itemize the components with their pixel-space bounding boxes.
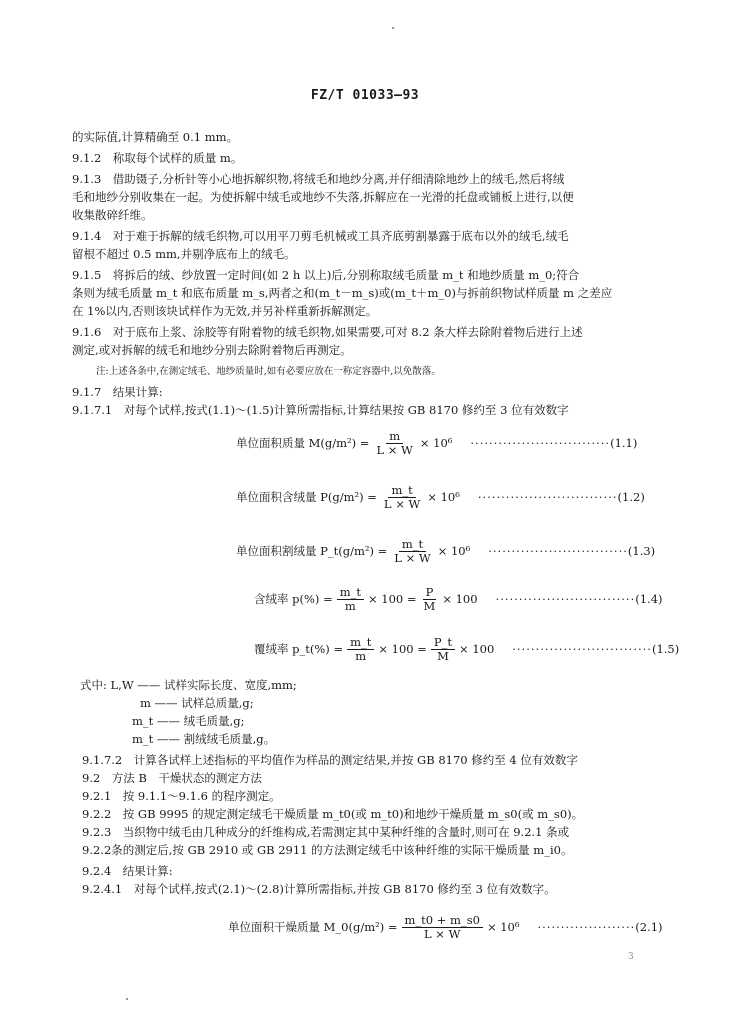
denominator: m	[344, 598, 356, 613]
clause-9-1-5: 9.1.5 将拆后的绒、纱放置一定时间(如 2 h 以上)后,分别称取绒毛质量 m_t 和地纱质量 m_0;符合	[72, 268, 580, 282]
text-line: 在 1%以内,否则该块试样作为无效,并另补样重新拆解测定。	[72, 304, 378, 318]
equation-tail: × 10⁶	[486, 919, 520, 934]
equation-ref: (1.5)	[651, 641, 680, 656]
equation-ref: (1.1)	[610, 435, 638, 450]
scan-speck	[392, 27, 394, 29]
denominator: L × W	[376, 442, 413, 457]
note-text: 注:上述各条中,在测定绒毛、地纱质量时,如有必要应放在一称定容器中,以免散落。	[96, 366, 441, 377]
equation-tail: × 10⁶	[427, 489, 460, 504]
equation-ref: (2.1)	[635, 919, 663, 934]
equation-tail: × 100 =	[378, 641, 427, 656]
equation-ref: (1.4)	[635, 591, 663, 606]
symbol-definition: m —— 试样总质量,g;	[140, 696, 254, 710]
equation-1-4	[254, 586, 663, 612]
fraction	[391, 538, 433, 564]
text-line: 毛和地纱分别收集在一起。为使拆解中绒毛或地纱不失落,拆解应在一光滑的托盘或铺板上进行,以便	[72, 190, 574, 204]
numerator: P	[423, 586, 437, 600]
fraction	[381, 484, 423, 510]
clause-9-2-3: 9.2.3 当织物中绒毛由几种成分的纤维构成,若需测定其中某种纤维的含量时,则可在 9.2.1 条或	[82, 825, 570, 839]
clause-9-2-4: 9.2.4 结果计算:	[82, 864, 173, 878]
fraction	[431, 636, 455, 662]
denominator: M	[423, 598, 436, 613]
page-header: FZ/T 01033—93	[310, 88, 420, 103]
equation-1-1	[236, 430, 637, 456]
text-line: 留根不超过 0.5 mm,并剔净底布上的绒毛。	[72, 247, 296, 261]
equation-ref: (1.2)	[617, 489, 645, 504]
clause-9-2-2: 9.2.2 按 GB 9995 的规定测定绒毛干燥质量 m_t0(或 m_t0)和地纱干燥质量 m_s0(或 m_s0)。	[82, 807, 584, 821]
clause-9-2: 9.2 方法 B 干燥状态的测定方法	[82, 771, 262, 785]
fraction	[421, 586, 439, 612]
equation-label: 单位面积质量 M(g/m²) =	[236, 435, 370, 450]
numerator: m_t	[399, 538, 426, 552]
fraction	[402, 914, 483, 940]
equation-label: 单位面积干燥质量 M_0(g/m²) =	[228, 919, 398, 934]
text-line: 测定,或对拆解的绒毛和地纱分别去除附着物后再测定。	[72, 343, 352, 357]
equation-tail: × 100	[442, 591, 478, 606]
equation-label: 单位面积含绒量 P(g/m²) =	[236, 489, 377, 504]
fraction	[337, 586, 364, 612]
equation-1-3	[236, 538, 655, 564]
equation-label: 覆绒率 p_t(%) =	[254, 641, 344, 656]
page-number: 3	[628, 952, 634, 962]
equation-1-2	[236, 484, 645, 510]
numerator: m_t	[337, 586, 364, 600]
leader-dots: ······························	[470, 435, 611, 450]
symbol-definition: m_t —— 绒毛质量,g;	[132, 714, 245, 728]
text-line: 的实际值,计算精确至 0.1 mm。	[72, 130, 239, 144]
clause-9-1-6: 9.1.6 对于底布上浆、涂胶等有附着物的绒毛织物,如果需要,可对 8.2 条大样去除附着物后进行上述	[72, 325, 583, 339]
text-line: 条则为绒毛质量 m_t 和底布质量 m_s,两者之和(m_t－m_s)或(m_t＋m_0)与拆前织物试样质量 m 之差应	[72, 286, 613, 300]
numerator: P_t	[431, 636, 455, 650]
denominator: m	[355, 648, 367, 663]
denominator: L × W	[394, 550, 431, 565]
fraction	[347, 636, 374, 662]
equation-ref: (1.3)	[627, 543, 656, 558]
fraction	[373, 430, 415, 456]
numerator: m_t	[347, 636, 374, 650]
equation-2-1	[228, 914, 663, 940]
numerator: m_t0 + m_s0	[402, 914, 483, 928]
scan-speck	[126, 998, 128, 1000]
denominator: L × W	[424, 926, 461, 941]
equation-1-5	[254, 636, 679, 662]
denominator: M	[437, 648, 449, 663]
text-line: 收集散碎纤维。	[72, 208, 153, 222]
leader-dots: ······························	[488, 543, 628, 558]
clause-9-2-4-1: 9.2.4.1 对每个试样,按式(2.1)～(2.8)计算所需指标,并按 GB 8170 修约至 3 位有效数字。	[82, 882, 556, 896]
leader-dots: ·····················	[537, 919, 636, 934]
symbol-definition: 式中: L,W —— 试样实际长度、宽度,mm;	[80, 678, 297, 692]
clause-9-1-3: 9.1.3 借助镊子,分析针等小心地拆解织物,将绒毛和地纱分离,并仔细清除地纱上的绒毛,然后将绒	[72, 172, 565, 186]
numerator: m_t	[388, 484, 415, 498]
clause-9-1-4: 9.1.4 对于难于拆解的绒毛织物,可以用平刀剪毛机械或工具齐底剪割暴露于底布以外的绒毛,绒毛	[72, 229, 569, 243]
leader-dots: ······························	[495, 591, 636, 606]
equation-tail: × 10⁶	[419, 435, 453, 450]
clause-9-1-7-1: 9.1.7.1 对每个试样,按式(1.1)～(1.5)计算所需指标,计算结果按 GB 8170 修约至 3 位有效数字	[72, 403, 569, 417]
equation-tail: × 100 =	[368, 591, 417, 606]
symbol-definition: m_t —— 割绒绒毛质量,g。	[132, 732, 276, 746]
leader-dots: ······························	[512, 641, 652, 656]
clause-9-1-7-2: 9.1.7.2 计算各试样上述指标的平均值作为样品的测定结果,并按 GB 8170 修约至 4 位有效数字	[82, 753, 578, 767]
equation-tail: × 100	[459, 641, 495, 656]
equation-label: 含绒率 p(%) =	[254, 591, 333, 606]
equation-tail: × 10⁶	[437, 543, 471, 558]
clause-9-1-2: 9.1.2 称取每个试样的质量 m。	[72, 151, 243, 165]
numerator: m	[386, 430, 403, 444]
denominator: L × W	[383, 496, 421, 511]
clause-9-2-1: 9.2.1 按 9.1.1～9.1.6 的程序测定。	[82, 789, 281, 803]
clause-9-1-7: 9.1.7 结果计算:	[72, 385, 163, 399]
leader-dots: ······························	[477, 489, 618, 504]
equation-label: 单位面积割绒量 P_t(g/m²) =	[236, 543, 388, 558]
text-line: 9.2.2条的测定后,按 GB 2910 或 GB 2911 的方法测定绒毛中该种纤维的实际干燥质量 m_i0。	[82, 843, 573, 857]
